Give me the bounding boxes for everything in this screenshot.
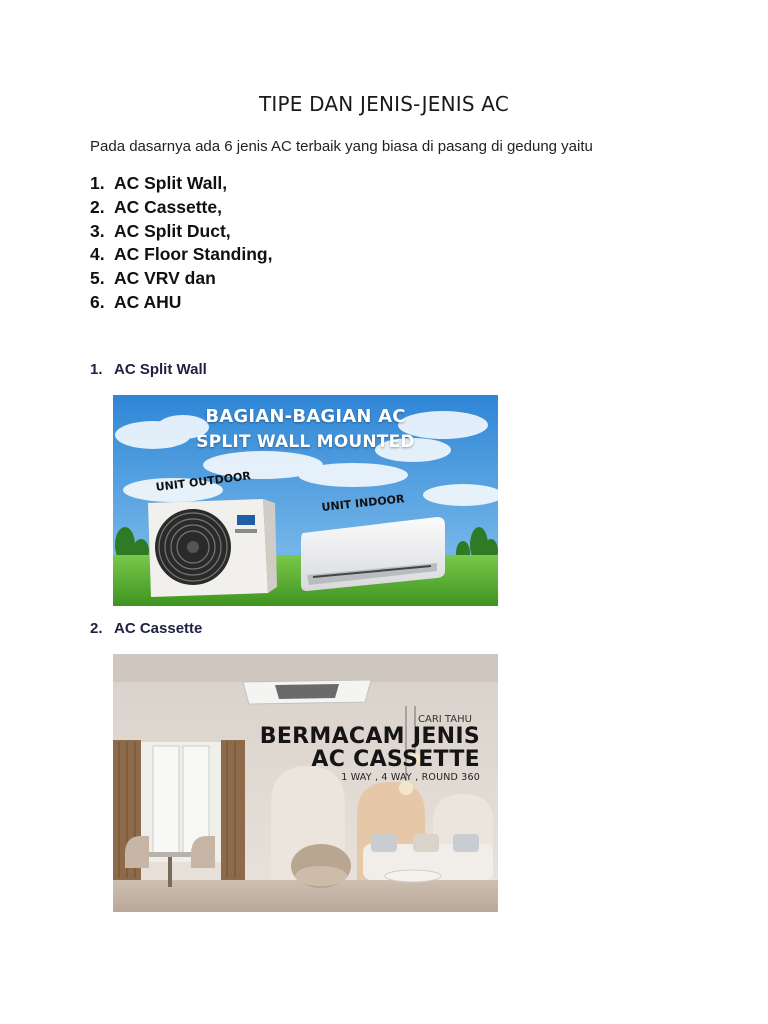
page-title: TIPE DAN JENIS-JENIS AC	[259, 92, 509, 116]
cassette-headline-line1: BERMACAM JENIS	[259, 724, 480, 749]
list-item: 4. AC Floor Standing,	[90, 244, 273, 265]
section-heading-cassette: 2. AC Cassette	[90, 620, 203, 637]
unit-outdoor-label: UNIT OUTDOOR	[155, 469, 252, 494]
cassette-room-illustration	[113, 654, 498, 912]
cassette-image	[113, 654, 498, 912]
list-item: 6. AC AHU	[90, 291, 182, 312]
cassette-small-caption: CARI TAHU	[418, 714, 472, 725]
list-item: 1. AC Split Wall,	[90, 173, 228, 193]
split-wall-banner-line2: SPLIT WALL MOUNTED	[196, 432, 415, 452]
list-item: 3. AC Split Duct,	[90, 220, 231, 241]
cassette-headline-line2: AC CASSETTE	[311, 747, 480, 772]
split-wall-banner-line1: BAGIAN-BAGIAN AC	[205, 406, 406, 427]
list-item: 5. AC VRV dan	[90, 268, 216, 289]
ac-types-list	[90, 172, 272, 315]
intro-paragraph: Pada dasarnya ada 6 jenis AC terbaik yang biasa di pasang di gedung yaitu	[90, 138, 593, 155]
section-heading-split-wall: 1. AC Split Wall	[90, 361, 207, 378]
list-item: 2. AC Cassette,	[90, 196, 222, 217]
unit-indoor-label: UNIT INDOOR	[321, 492, 406, 514]
cassette-subtitle: 1 WAY , 4 WAY , ROUND 360	[341, 772, 480, 783]
split-wall-image	[113, 395, 498, 606]
